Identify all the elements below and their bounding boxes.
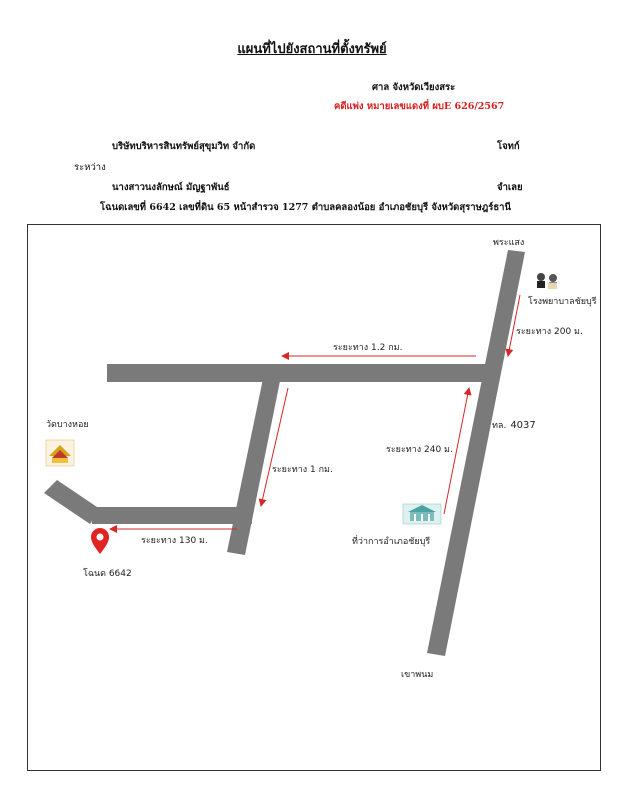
parcel-location-pin-icon (91, 528, 109, 554)
main-road-distance-label: ระยะทาง 1.2 กม. (333, 343, 403, 353)
hospital-icon (537, 273, 557, 289)
hospital-label: โรงพยาบาลชัยบุรี (528, 297, 597, 307)
deed-description: โฉนดเลขที่ 6642 เลขที่ดิน 65 หน้าสำรวจ 1277 ตำบลคลองน้อย อำเภอชัยบุรี จังหวัดสุราษฎร์ธานี (100, 202, 511, 213)
highway-prefix: ทล. (492, 421, 507, 431)
parcel-distance-label: ระยะทาง 130 ม. (141, 536, 208, 546)
defendant-name: นางสาวนงลักษณ์ มัญฐาพันธ์ (112, 182, 230, 193)
district-office-label: ที่ว่าการอำเภอชัยบุรี (352, 537, 431, 547)
connector-distance-label: ระยะทาง 1 กม. (272, 465, 333, 475)
parcel-access-road (92, 507, 252, 524)
case-number: คดีแพ่ง หมายเลขแดงที่ ผบE 626/2567 (334, 101, 505, 112)
between-label: ระหว่าง (74, 162, 106, 173)
highway-label (492, 420, 536, 431)
hospital-distance-label: ระยะทาง 200 ม. (516, 327, 583, 337)
parcel-label: โฉนด 6642 (83, 569, 132, 579)
south-end-label: เขาพนม (401, 670, 434, 680)
temple-label: วัดบางหอย (46, 420, 89, 430)
defendant-role: จำเลย (497, 182, 523, 193)
plaintiff-name: บริษัทบริหารสินทรัพย์สุขุมวิท จำกัด (112, 141, 256, 152)
north-end-label: พระแสง (493, 238, 525, 248)
main-east-west-road (107, 364, 497, 382)
district-office-icon (403, 504, 441, 524)
temple-icon (46, 440, 74, 466)
page-title: แผนที่ไปยังสถานที่ตั้งทรัพย์ (237, 42, 387, 57)
court-name: ศาล จังหวัดเวียงสระ (372, 82, 456, 93)
plaintiff-role: โจทก์ (497, 141, 520, 152)
office-distance-label: ระยะทาง 240 ม. (386, 445, 453, 455)
highway-number: 4037 (510, 420, 536, 431)
temple-spur-road (44, 480, 100, 524)
